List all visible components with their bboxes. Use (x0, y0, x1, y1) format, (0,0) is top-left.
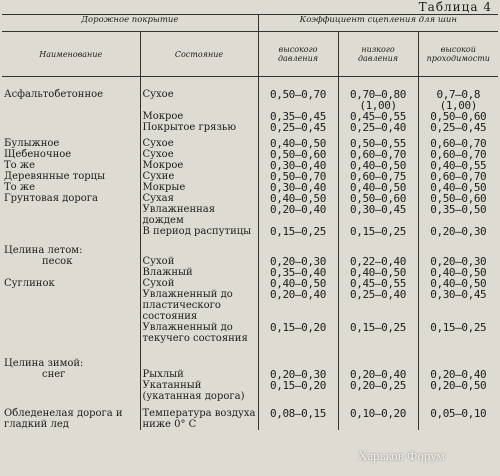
value-low-pressure (338, 289, 418, 322)
row-state: Сухой (140, 278, 258, 289)
row-state: Сухое (140, 133, 258, 149)
value-low-main: 0,20—0,40 (350, 368, 407, 381)
table-row (2, 204, 498, 226)
value-cross-main: 0,40—0,50 (430, 181, 487, 194)
table-row (2, 267, 498, 278)
value-cross-main: 0,20—0,50 (430, 379, 487, 392)
row-name (2, 111, 140, 122)
value-cross-main: 0,7—0,8 (436, 88, 481, 101)
value-low-main: 0,22—0,40 (350, 255, 407, 268)
row-state: Увлажненный до текучего состояния (140, 322, 258, 344)
header-road-surface: Дорожное покрытие (2, 15, 258, 32)
row-name (2, 380, 140, 402)
value-low-pressure (338, 226, 418, 237)
row-name (2, 226, 140, 237)
value-low-main: 0,10—0,20 (350, 407, 407, 420)
value-high-pressure: 0,15—0,20 (258, 322, 338, 344)
table-row (2, 122, 498, 133)
row-state: Сухая (140, 193, 258, 204)
value-low-main: 0,40—0,50 (350, 266, 407, 279)
row-state: В период распутицы (140, 226, 258, 237)
value-cross-main: 0,60—0,70 (430, 137, 487, 150)
value-cross-main: 0,20—0,40 (430, 368, 487, 381)
row-state: Мокрые (140, 182, 258, 193)
value-cross-note: (1,00) (439, 99, 477, 112)
value-low-main: 0,45—0,55 (350, 277, 407, 290)
row-state: Сухие (140, 171, 258, 182)
value-low-main: 0,60—0,70 (350, 148, 407, 161)
value-high-pressure: 0,20—0,30 (258, 369, 338, 380)
row-name: То же (4, 182, 35, 193)
value-cross-main: 0,40—0,50 (430, 266, 487, 279)
value-low-main: 0,50—0,55 (350, 137, 407, 150)
row-name: Асфальтобетонное (4, 89, 104, 100)
value-high-pressure: 0,08—0,15 (258, 402, 338, 430)
value-cross-main: 0,40—0,50 (430, 277, 487, 290)
row-name (2, 204, 140, 226)
value-high-pressure: 0,30—0,40 (258, 182, 338, 193)
row-name: Деревянные торцы (4, 171, 106, 182)
table-row (2, 237, 498, 256)
table-row (2, 256, 498, 267)
watermark: Харьков Форум (358, 448, 445, 463)
header-name: Наименование (2, 32, 140, 77)
row-name: Щебеночное (4, 149, 72, 160)
value-cross-country (418, 122, 498, 133)
table-row (2, 77, 498, 112)
row-name: Суглинок (4, 278, 55, 289)
value-high-pressure: 0,20—0,30 (258, 256, 338, 267)
value-cross-country (418, 289, 498, 322)
table-row (2, 278, 498, 289)
value-cross-country (418, 402, 498, 430)
table-row (2, 369, 498, 380)
row-name: Целина летом: (4, 245, 83, 256)
value-high-pressure: 0,35—0,45 (258, 111, 338, 122)
table-row (2, 402, 498, 430)
table-row (2, 171, 498, 182)
table-body (2, 77, 498, 431)
row-state: Влажный (140, 267, 258, 278)
table-row (2, 289, 498, 322)
row-name (2, 267, 140, 278)
value-cross-country (418, 133, 498, 149)
value-low-main: 0,20—0,25 (350, 379, 407, 392)
row-name (2, 289, 140, 322)
value-low-pressure (338, 133, 418, 149)
value-cross-country (418, 226, 498, 237)
table-row (2, 344, 498, 369)
value-low-main: 0,40—0,50 (350, 159, 407, 172)
value-high-pressure: 0,40—0,50 (258, 193, 338, 204)
row-name: Грунтовая дорога (4, 193, 99, 204)
row-state: Сухое (140, 77, 258, 112)
value-high-pressure (258, 237, 338, 256)
value-low-main: 0,70—0,80 (350, 88, 407, 101)
value-low-pressure (338, 122, 418, 133)
value-low-main: 0,25—0,40 (350, 288, 407, 301)
value-high-pressure: 0,20—0,40 (258, 204, 338, 226)
value-cross-country (418, 344, 498, 369)
value-cross-main: 0,40—0,55 (430, 159, 487, 172)
value-low-note: (1,00) (359, 99, 397, 112)
row-state (140, 344, 258, 369)
value-cross-main: 0,50—0,60 (430, 192, 487, 205)
value-high-pressure: 0,50—0,60 (258, 149, 338, 160)
value-cross-main: 0,05—0,10 (430, 407, 487, 420)
value-cross-main: 0,30—0,45 (430, 288, 487, 301)
value-low-pressure (338, 237, 418, 256)
row-state: Температура воздуха ниже 0° С (140, 402, 258, 430)
row-name (2, 322, 140, 344)
coefficient-table (2, 14, 498, 430)
value-low-main: 0,15—0,25 (350, 225, 407, 238)
value-low-pressure (338, 402, 418, 430)
row-name: снег (42, 369, 66, 380)
value-high-pressure (258, 344, 338, 369)
row-state: Мокрое (140, 111, 258, 122)
header-high-pressure: высокого давления (258, 32, 338, 77)
table-row (2, 111, 498, 122)
row-state: Покрытое грязью (140, 122, 258, 133)
value-low-main: 0,45—0,55 (350, 110, 407, 123)
table-title: Таблица 4 (418, 0, 492, 14)
row-state: Мокрое (140, 160, 258, 171)
row-state: Рыхлый (140, 369, 258, 380)
row-name: Обледенелая дорога и гладкий лед (4, 408, 123, 430)
value-high-pressure: 0,25—0,45 (258, 122, 338, 133)
row-state: Увлажненная дождем (140, 204, 258, 226)
value-low-main: 0,50—0,60 (350, 192, 407, 205)
value-low-main: 0,40—0,50 (350, 181, 407, 194)
row-name: То же (4, 160, 35, 171)
header-state: Состояние (140, 32, 258, 77)
value-low-main: 0,15—0,25 (350, 321, 407, 334)
row-state: Сухое (140, 149, 258, 160)
value-cross-main: 0,20—0,30 (430, 255, 487, 268)
value-low-pressure (338, 344, 418, 369)
row-state: Укатанный (укатанная дорога) (140, 380, 258, 402)
row-name: песок (42, 256, 73, 267)
value-low-pressure (338, 77, 418, 112)
table-row (2, 133, 498, 149)
value-high-pressure: 0,50—0,70 (258, 77, 338, 112)
value-high-pressure: 0,40—0,50 (258, 278, 338, 289)
value-low-pressure (338, 380, 418, 402)
value-cross-country (418, 204, 498, 226)
header-cross-country: высокой проходимости (418, 32, 498, 77)
value-high-pressure: 0,15—0,25 (258, 226, 338, 237)
value-cross-country (418, 77, 498, 112)
value-low-main: 0,30—0,45 (350, 203, 407, 216)
value-cross-main: 0,20—0,30 (430, 225, 487, 238)
value-low-main: 0,25—0,40 (350, 121, 407, 134)
table-row (2, 160, 498, 171)
value-cross-country (418, 237, 498, 256)
value-cross-country (418, 322, 498, 344)
table-row (2, 193, 498, 204)
value-cross-country (418, 380, 498, 402)
value-high-pressure: 0,50—0,70 (258, 171, 338, 182)
row-state: Увлажненный до пластического состояния (140, 289, 258, 322)
value-low-main: 0,60—0,75 (350, 170, 407, 183)
header-low-pressure: низкого давления (338, 32, 418, 77)
value-cross-main: 0,50—0,60 (430, 110, 487, 123)
value-high-pressure: 0,30—0,40 (258, 160, 338, 171)
table-row (2, 322, 498, 344)
row-name (2, 122, 140, 133)
value-high-pressure: 0,40—0,50 (258, 133, 338, 149)
row-state (140, 237, 258, 256)
value-cross-main: 0,15—0,25 (430, 321, 487, 334)
value-high-pressure: 0,35—0,40 (258, 267, 338, 278)
value-cross-main: 0,60—0,70 (430, 148, 487, 161)
header-coefficient: Коэффициент сцепления для шин (258, 15, 498, 32)
value-cross-main: 0,35—0,50 (430, 203, 487, 216)
table-row (2, 149, 498, 160)
row-name: Булыжное (4, 138, 60, 149)
value-cross-main: 0,25—0,45 (430, 121, 487, 134)
value-low-pressure (338, 322, 418, 344)
row-name: Целина зимой: (4, 358, 84, 369)
table-row (2, 380, 498, 402)
value-high-pressure: 0,15—0,20 (258, 380, 338, 402)
value-low-pressure (338, 204, 418, 226)
value-high-pressure: 0,20—0,40 (258, 289, 338, 322)
table-row (2, 182, 498, 193)
value-cross-main: 0,60—0,70 (430, 170, 487, 183)
row-state: Сухой (140, 256, 258, 267)
table-row (2, 226, 498, 237)
